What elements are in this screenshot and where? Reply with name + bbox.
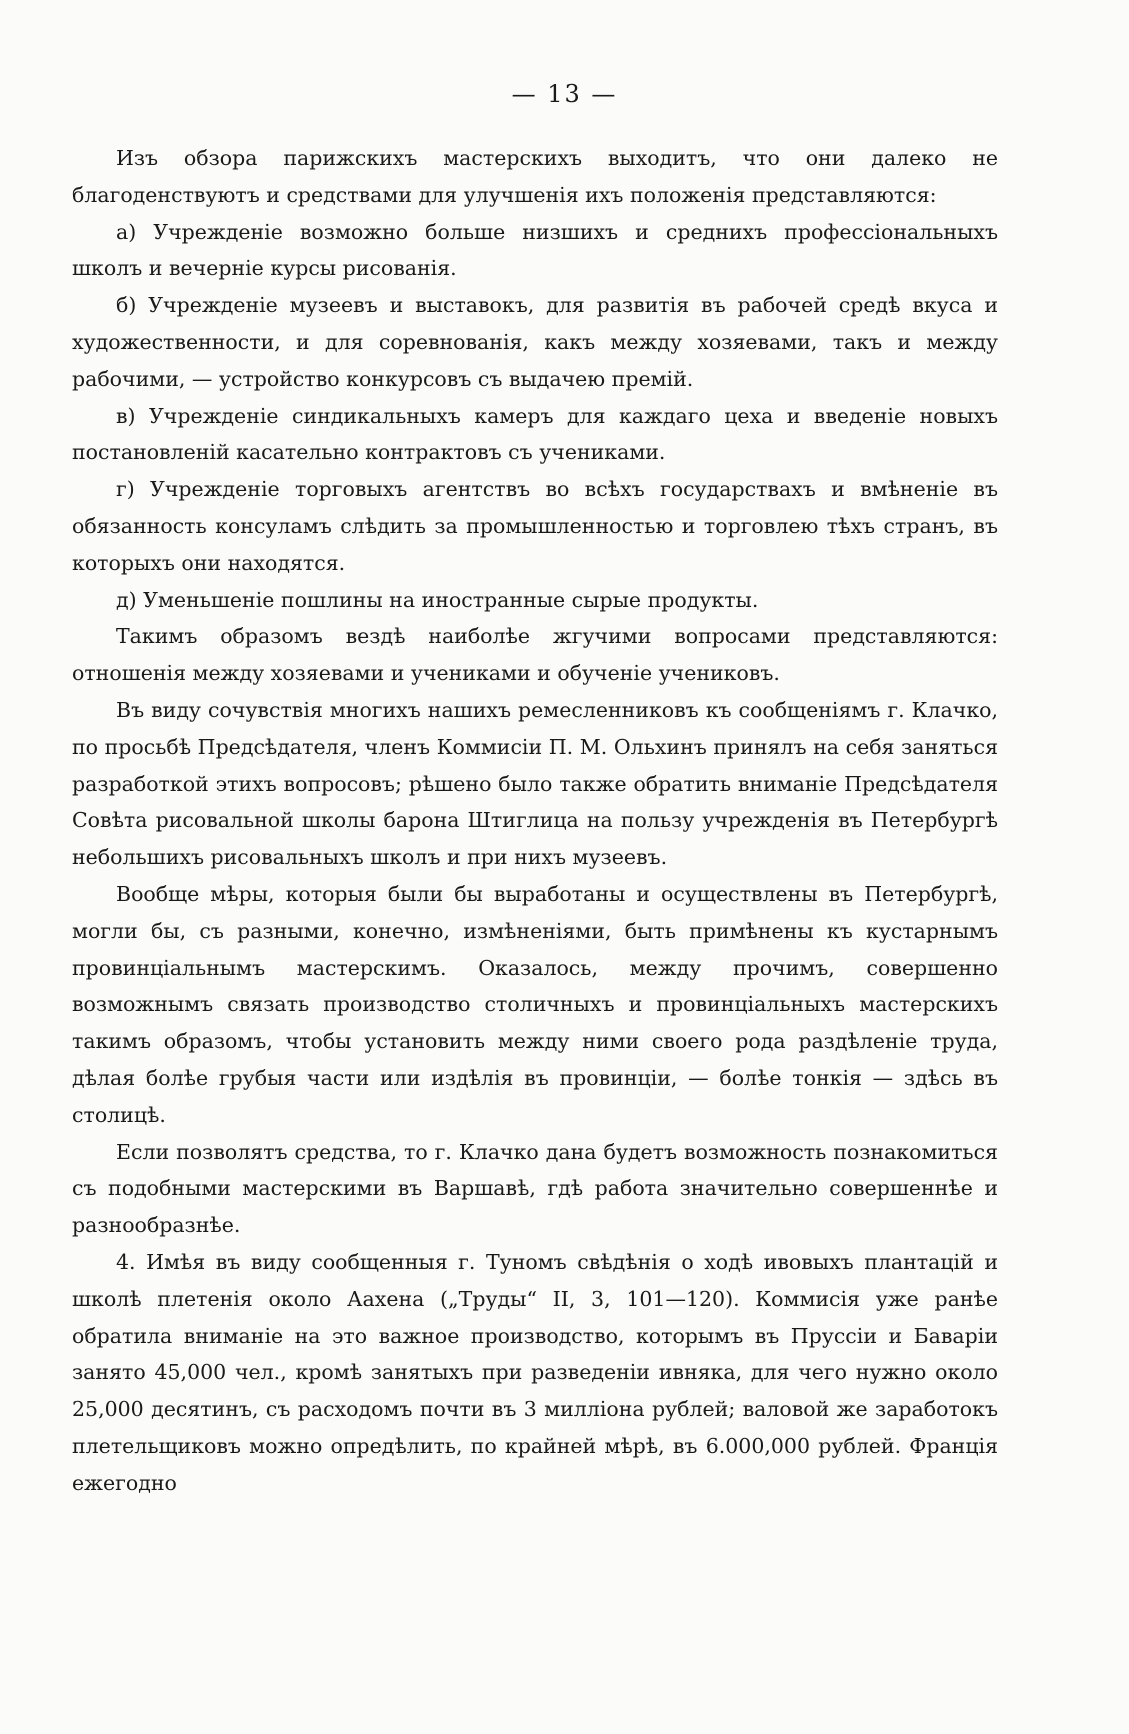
paragraph-1: Изъ обзора парижскихъ мастерскихъ выходитъ, что они далеко не благоденствуютъ и средствами для улучшенія ихъ положенія представляются: [72,146,998,207]
paragraph-4: в) Учрежденіе синдикальныхъ камеръ для каждаго цеха и введеніе новыхъ постановленій касательно контрактовъ съ учениками. [72,403,998,465]
paragraph-11: 4. Имѣя въ виду сообщенныя г. Туномъ свѣдѣнія о ходѣ ивовыхъ плантацій и школѣ плетенія около Аахена („Труды“ II, 3, 101—120). Коммисія уже ранѣе обратила вниманіе на это важное производство, которымъ въ Пруссіи и Баваріи занято 45,000 чел., кромѣ занятыхъ при разведеніи ивняка, для чего нужно около 25,000 десятинъ, съ расходомъ почти въ 3 милліона рублей; валовой же заработокъ плетельщиковъ можно опредѣлить, по крайней мѣрѣ, въ 6.000,000 рублей. Франція ежегодно [72,1249,998,1495]
paragraph-7: Такимъ образомъ вездѣ наиболѣе жгучими вопросами представляются: отношенія между хозяевами и учениками и обученіе учениковъ. [72,624,998,686]
paragraph-10: Если позволятъ средства, то г. Клачко дана будетъ возможность познакомиться съ подобными мастерскими въ Варшавѣ, гдѣ работа значительно совершеннѣе и разнообразнѣе. [72,1139,998,1238]
paragraph-6: д) Уменьшеніе пошлины на иностранные сырые продукты. [116,587,759,612]
paragraph-5: г) Учрежденіе торговыхъ агентствъ во всѣхъ государствахъ и вмѣненіе въ обязанность консуламъ слѣдить за промышленностью и торговлею тѣхъ странъ, въ которыхъ они находятся. [72,477,998,575]
page-body [72,140,998,1501]
paragraph-2: а) Учрежденіе возможно больше низшихъ и среднихъ профессіональныхъ школъ и вечерніе курсы рисованія. [72,219,998,281]
paragraph-3: б) Учрежденіе музеевъ и выставокъ, для развитія въ рабочей средѣ вкуса и художественности, и для соревнованія, какъ между хозяевами, такъ и между рабочими, — устройство конкурсовъ съ выдачею премій. [72,293,998,391]
page-number: — 13 — [511,80,618,108]
paragraph-9: Вообще мѣры, которыя были бы выработаны и осуществлены въ Петербургѣ, могли бы, съ разными, конечно, измѣненіями, быть примѣнены къ кустарнымъ провинціальнымъ мастерскимъ. Оказалось, между прочимъ, совершенно возможнымъ связать производство столичныхъ и провинціальныхъ мастерскихъ такимъ образомъ, чтобы установить между ними своего рода раздѣленіе труда, дѣлая болѣе грубыя части или издѣлія въ провинціи, — болѣе тонкія — здѣсь въ столицѣ. [72,881,998,1127]
paragraph-8: Въ виду сочувствія многихъ нашихъ ремесленниковъ къ сообщеніямъ г. Клачко, по просьбѣ Предсѣдателя, членъ Коммисіи П. М. Ольхинъ принялъ на себя заняться разработкой этихъ вопросовъ; рѣшено было также обратить вниманіе Предсѣдателя Совѣта рисовальной школы барона Штиглица на пользу учрежденія въ Петербургѣ небольшихъ рисовальныхъ школъ и при нихъ музеевъ. [72,697,998,870]
